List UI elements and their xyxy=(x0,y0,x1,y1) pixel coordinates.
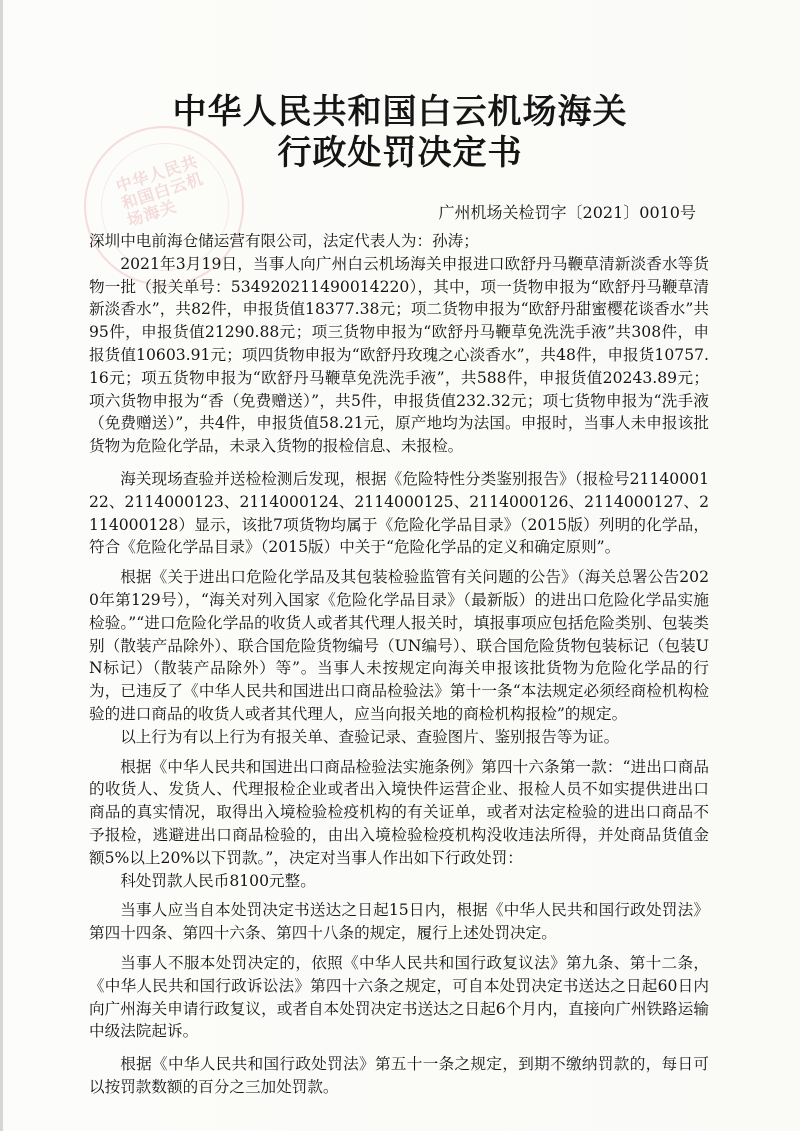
evidence-paragraph: 以上行为有以上行为有报关单、查验记录、查验图片、鉴别报告等为证。 xyxy=(120,727,620,746)
payment-deadline-paragraph: 当事人应当自本处罚决定书送达之日起15日内，根据《中华人民共和国行政处罚法》第四十四条、第四十六条、第四十八条的规定，履行上述处罚决定。 xyxy=(89,901,709,943)
legal-basis-paragraph: 根据《关于进出口危险化学品及其包装检验监管有关问题的公告》（海关总署公告2020年第129号），“海关对列入国家《危险化学品目录》（最新版）的进出口危险化学品实施检验。”“进口危险化学品的收货人或者其代理人报关时，填报事项应包括危险类别、包装类别（散装产品除外）、联合国危险货物编号（UN编号）、联合国危险货物包装标记（包装UN标记）（散装产品除外）等”。当事人未按规定向海关申报该批货物为危险化学品的行为，已违反了《中华人民共和国进出口商品检验法》第十一条“本法规定必须经商检机构检验的进口商品的收货人或者其代理人，应当向报关地的商检机构报检”的规定。 xyxy=(89,568,709,723)
appeal-rights-paragraph: 当事人不服本处罚决定的，依照《中华人民共和国行政复议法》第九条、第十二条，《中华人民共和国行政诉讼法》第四十六条之规定，可自本处罚决定书送达之日起60日内向广州海关申请行政复议，或者自本处罚决定书送达之日起6个月内，直接向广州铁路运输中级法院起诉。 xyxy=(89,953,709,1041)
late-payment-paragraph: 根据《中华人民共和国行政处罚法》第五十一条之规定，到期不缴纳罚款的，每日可以按罚款数额的百分之三加处罚款。 xyxy=(89,1055,709,1096)
seal-lettering: 中华人民共和国白云机场海关 xyxy=(113,151,206,231)
document-body xyxy=(89,230,709,1099)
document-number: 广州机场关检罚字〔2021〕0010号 xyxy=(438,203,696,222)
fine-amount-paragraph: 科处罚款人民币8100元整。 xyxy=(120,871,316,890)
penalty-basis-paragraph: 根据《中华人民共和国进出口商品检验法实施条例》第四十六条第一款：“进出口商品的收货人、发货人、代理报检企业或者出入境快件运营企业、报检人员不如实提供进出口商品的真实情况，取得出入境检验检疫机构的有关证单，或者对法定检验的进出口商品不予报检，逃避进出口商品检验的，由出入境检验检疫机构没收违法所得，并处商品货值金额5%以上20%以下罚款。”，决定对当事人作出如下行政处罚： xyxy=(89,757,709,867)
declaration-paragraph: 2021年3月19日，当事人向广州白云机场海关申报进口欧舒丹马鞭草清新淡香水等货物一批（报关单号：534920211490014220），其中，项一货物申报为“欧舒丹马鞭草清新淡香水”，共82件，申报货值18377.38元；项二货物申报为“欧舒丹甜蜜樱花谈香水”共95件，申报货值21290.88元；项三货物申报为“欧舒丹马鞭草免洗洗手液”共308件，申报货值10603.91元；项四货物申报为“欧舒丹玫瑰之心淡香水”，共48件，申报货10757.16元；项五货物申报为“欧舒丹马鞭草免洗洗手液”，共588件，申报货值20243.89元；项六货物申报为“香（免费赠送）”，共5件，申报货值232.32元；项七货物申报为“洗手液（免费赠送）”，共4件，申报货值58.21元，原产地均为法国。申报时，当事人未申报该批货物为危险化学品，未录入货物的报检信息、未报检。 xyxy=(89,254,709,456)
party-paragraph: 深圳中电前海仓储运营有限公司，法定代表人为：孙涛； xyxy=(89,232,479,250)
document-title-line-2: 行政处罚决定书 xyxy=(277,133,523,173)
inspection-paragraph: 海关现场查验并送检检测后发现，根据《危险特性分类鉴别报告》（报检号2114000122、2114000123、2114000124、2114000125、2114000126、2114000127、2114000128）显示，该批7项货物均属于《危险化学品目录》（2015版）列明的化学品，符合《危险化学品目录》（2015版）中关于“危险化学品的定义和确定原则”。 xyxy=(89,469,709,557)
document-title-line-1: 中华人民共和国白云机场海关 xyxy=(172,92,628,132)
